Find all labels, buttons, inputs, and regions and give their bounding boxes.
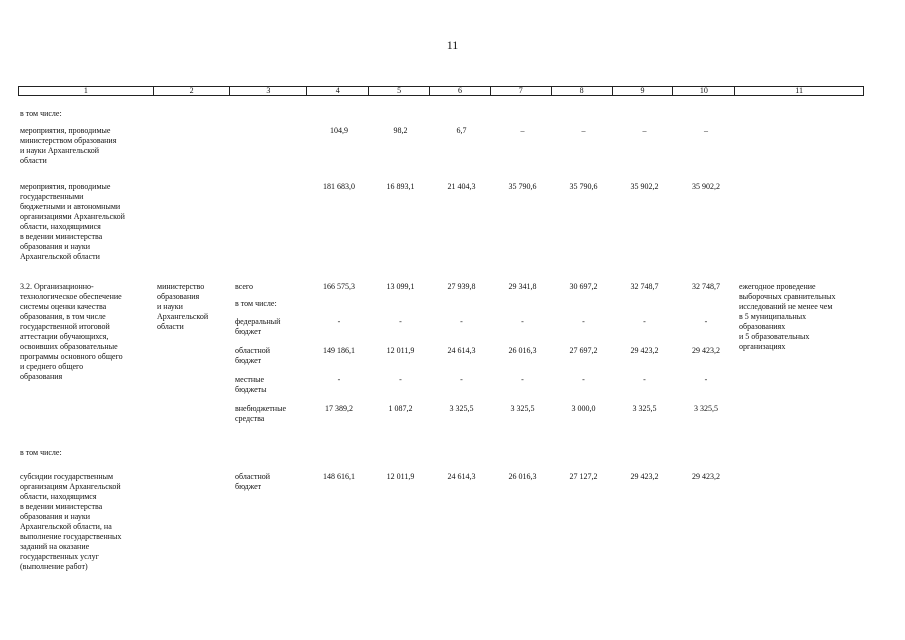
- executor: министерство образования и науки Архангельской области: [157, 282, 209, 331]
- value-cell: 181 683,0: [323, 182, 355, 191]
- value-cell: 3 000,0: [571, 404, 596, 413]
- value-cell: 29 423,2: [692, 472, 720, 481]
- value-cell: 12 011,9: [386, 346, 415, 355]
- value-cell: 29 423,2: [692, 346, 720, 355]
- value-cell: -: [460, 375, 463, 384]
- value-cell: -: [399, 375, 402, 384]
- value-cell: 35 902,2: [692, 182, 720, 191]
- value-cell: 12 011,9: [386, 472, 415, 481]
- row-name: 3.2. Организационно- технологическое обеспечение системы оценки качества образования, в том числе государственной итоговой аттестации обучающихся, освоивших образовательные программы основного общего и среднего общего образования: [20, 282, 123, 381]
- value-cell: 24 614,3: [447, 472, 476, 481]
- value-cell: 26 016,3: [508, 472, 537, 481]
- value-cell: 166 575,3: [323, 282, 355, 291]
- value-cell: 17 389,2: [325, 404, 353, 413]
- source-local: местные бюджеты: [235, 375, 267, 394]
- header-col: 7: [491, 87, 552, 95]
- source-total: всего: [235, 282, 254, 291]
- value-cell: 26 016,3: [508, 346, 537, 355]
- header-col: 3: [230, 87, 307, 95]
- value-cell: -: [582, 317, 585, 326]
- header-col: 2: [154, 87, 231, 95]
- value-cell: 35 902,2: [630, 182, 659, 191]
- value-cell: 21 404,3: [447, 182, 476, 191]
- value-cell: -: [704, 317, 708, 326]
- value-cell: -: [643, 375, 646, 384]
- row-name: мероприятия, проводимые государственными бюджетными и автономными организациями Архангельской области, находящимися в ведении министерства образования и науки Архангельской области: [20, 182, 125, 261]
- value-cell: 6,7: [456, 126, 467, 135]
- header-col: 1: [19, 87, 154, 95]
- section-label: в том числе:: [20, 109, 62, 118]
- value-cell: 27 939,8: [447, 282, 476, 291]
- value-cell: 35 790,6: [569, 182, 598, 191]
- value-cell: 3 325,5: [449, 404, 474, 413]
- value-cell: 1 087,2: [388, 404, 413, 413]
- header-col: 5: [369, 87, 430, 95]
- value-cell: 27 697,2: [569, 346, 598, 355]
- expected-result: ежегодное проведение выборочных сравнительных исследований не менее чем в 5 муниципальных образованиях и 5 образовательных организациях: [739, 282, 836, 351]
- value-cell: 27 127,2: [569, 472, 598, 481]
- value-cell: 104,9: [330, 126, 348, 135]
- value-cell: 29 423,2: [630, 346, 659, 355]
- value-cell: 35 790,6: [508, 182, 537, 191]
- row-name: субсидии государственным организациям Архангельской области, находящимся в ведении министерства образования и науки Архангельской области, на выполнение государственных заданий на оказание государственных услуг (выполнение работ): [20, 472, 122, 571]
- value-cell: 30 697,2: [569, 282, 598, 291]
- section-label: в том числе:: [20, 448, 62, 457]
- header-col: 11: [795, 86, 803, 95]
- value-cell: –: [704, 126, 708, 135]
- value-cell: 149 186,1: [323, 346, 355, 355]
- value-cell: 29 341,8: [508, 282, 537, 291]
- value-cell: –: [581, 126, 586, 135]
- value-cell: 13 099,1: [386, 282, 415, 291]
- value-cell: 148 616,1: [323, 472, 355, 481]
- header-col: 10: [673, 87, 735, 95]
- value-cell: -: [521, 317, 524, 326]
- value-cell: –: [520, 126, 525, 135]
- page-number: 11: [446, 38, 459, 52]
- table-header: [18, 86, 864, 96]
- value-cell: -: [337, 375, 341, 384]
- value-cell: 32 748,7: [630, 282, 659, 291]
- value-cell: -: [521, 375, 524, 384]
- value-cell: -: [337, 317, 341, 326]
- value-cell: 29 423,2: [630, 472, 659, 481]
- value-cell: 16 893,1: [386, 182, 415, 191]
- value-cell: -: [582, 375, 585, 384]
- source-regional: областной бюджет: [235, 472, 271, 491]
- value-cell: 98,2: [393, 126, 408, 135]
- value-cell: 32 748,7: [692, 282, 720, 291]
- header-col: 6: [430, 87, 491, 95]
- value-cell: 3 325,5: [694, 404, 718, 413]
- source-incl: в том числе:: [235, 299, 277, 308]
- row-name: мероприятия, проводимые министерством образования и науки Архангельской области: [20, 126, 117, 165]
- value-cell: -: [643, 317, 646, 326]
- source-extrabudget: внебюджетные средства: [235, 404, 286, 423]
- value-cell: 3 325,5: [632, 404, 657, 413]
- value-cell: -: [460, 317, 463, 326]
- value-cell: 3 325,5: [510, 404, 535, 413]
- value-cell: -: [704, 375, 708, 384]
- header-col: 8: [552, 87, 613, 95]
- header-col: 4: [307, 87, 369, 95]
- header-col: 9: [613, 87, 674, 95]
- value-cell: –: [642, 126, 647, 135]
- source-regional: областной бюджет: [235, 346, 271, 365]
- value-cell: 24 614,3: [447, 346, 476, 355]
- value-cell: -: [399, 317, 402, 326]
- source-federal: федеральный бюджет: [235, 317, 281, 336]
